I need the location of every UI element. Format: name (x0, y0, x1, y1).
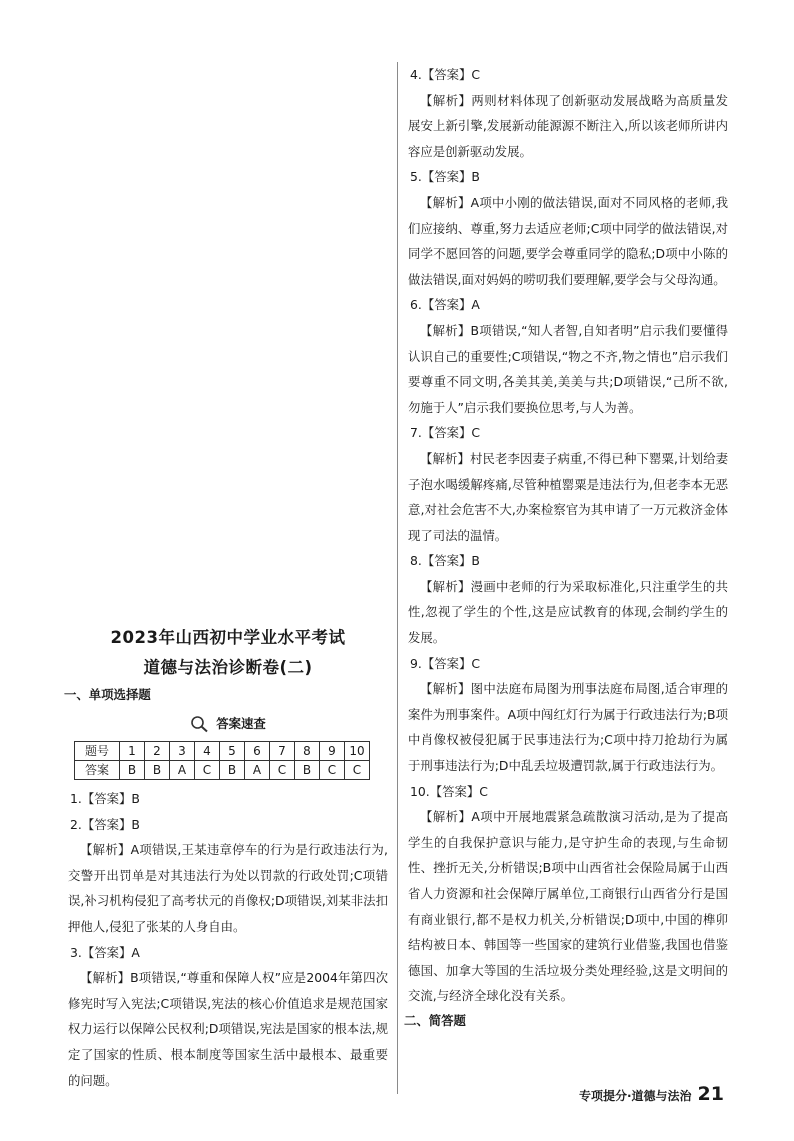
quick-check-label: 答案速查 (216, 716, 266, 732)
answer-table (74, 741, 370, 780)
question-9 (408, 651, 728, 779)
analysis-text: 【解析】A项中小刚的做法错误,面对不同风格的老师,我们应接纳、尊重,努力去适应老师;C项中同学的做法错误,对同学不愿回答的问题,要学会尊重同学的隐私;D项中小陈的做法错误,面对妈妈的唠叨我们要理解,要学会与父母沟通。 (408, 194, 728, 287)
column-divider (397, 62, 398, 1094)
table-cell-answer: B (220, 761, 245, 780)
analysis-text: 【解析】村民老李因妻子病重,不得已种下罂粟,计划给妻子泡水喝缓解疼痛,尽管种植罂粟是违法行为,但老李本无恶意,对社会危害不大,办案检察官为其申请了一万元救济金体现了司法的温情。 (408, 450, 728, 543)
footer-text: 专项提分·道德与法治 (578, 1089, 692, 1103)
table-row-numbers (75, 742, 370, 761)
question-1 (68, 786, 388, 812)
question-number: 5. (410, 169, 422, 185)
answer-line: 【答案】B (81, 791, 140, 806)
question-7 (408, 420, 728, 548)
analysis-text: 【解析】漫画中老师的行为采取标准化,只注重学生的共性,忽视了学生的个性,这是应试教育的体现,会制约学生的发展。 (408, 578, 728, 646)
question-number: 2. (70, 816, 82, 832)
table-cell-number: 9 (320, 742, 345, 761)
table-cell-answer: B (145, 761, 170, 780)
table-cell-number: 2 (145, 742, 170, 761)
question-number: 8. (410, 553, 422, 569)
page-number: 21 (697, 1083, 724, 1105)
answer-line: 【答案】A (421, 297, 480, 313)
table-cell-answer: B (295, 761, 320, 780)
table-cell-answer: C (195, 761, 220, 780)
table-cell-number: 3 (170, 742, 195, 761)
question-number: 6. (410, 297, 422, 313)
analysis-text: 【解析】A项中开展地震紧急疏散演习活动,是为了提高学生的自我保护意识与能力,是守护生命的表现,与生命韧性、挫折无关,分析错误;B项中山西省社会保险局属于山西省人力资源和社会保障厅属单位,工商银行山西省分行是国有商业银行,都不是权力机关,分析错误;D项中,中国的榫卯结构被日本、韩国等一些国家的建筑行业借鉴,我国也借鉴德国、加拿大等国的生活垃圾分类处理经验,这是文明间的交流,与经济全球化没有关系。 (408, 809, 728, 1004)
question-number: 7. (410, 425, 422, 441)
answer-line: 【答案】B (421, 553, 480, 569)
table-cell-number: 5 (220, 742, 245, 761)
question-8 (408, 548, 728, 650)
question-10 (408, 779, 728, 1009)
question-2 (68, 812, 388, 940)
table-cell-number: 1 (120, 742, 145, 761)
table-cell-answer: B (120, 761, 145, 780)
section-heading-single-choice: 一、单项选择题 (64, 687, 151, 702)
table-cell-number: 4 (195, 742, 220, 761)
answer-line: 【答案】C (421, 655, 481, 671)
table-cell-number: 7 (270, 742, 295, 761)
question-number: 3. (70, 944, 82, 960)
answer-line: 【答案】C (429, 783, 488, 799)
table-cell-answer: C (345, 761, 370, 780)
section-heading-short-answer: 二、简答题 (404, 1012, 466, 1028)
exam-title: 2023年山西初中学业水平考试 (110, 628, 346, 647)
analysis-text: 【解析】A项错误,王某违章停车的行为是行政违法行为,交警开出罚单是对其违法行为处以罚款的行政处罚;C项错误,补习机构侵犯了高考状元的肖像权;D项错误,刘某非法扣押他人,侵犯了张某的人身自由。 (68, 842, 388, 934)
table-cell-number: 10 (345, 742, 370, 761)
answer-line: 【答案】B (81, 816, 140, 832)
question-number: 4. (410, 67, 422, 82)
magnifier-icon (190, 715, 210, 733)
table-cell-answer: C (270, 761, 295, 780)
table-cell-number: 6 (245, 742, 270, 761)
table-row-answers (75, 761, 370, 780)
analysis-text: 【解析】图中法庭布局图为刑事法庭布局图,适合审理的案件为刑事案件。A项中闯红灯行为属于行政违法行为;B项中肖像权被侵犯属于民事违法行为;C项中持刀抢劫行为属于刑事违法行为;D中乱丢垃圾遭罚款,属于行政违法行为。 (408, 681, 728, 774)
question-number: 9. (410, 655, 422, 671)
table-cell-answer: C (320, 761, 345, 780)
answer-line: 【答案】C (421, 425, 481, 441)
right-column (404, 62, 728, 1033)
analysis-text: 【解析】两则材料体现了创新驱动发展战略为高质量发展安上新引擎,发展新动能源源不断注入,所以该老师所讲内容应是创新驱动发展。 (408, 92, 728, 159)
question-4 (408, 62, 728, 164)
answer-line: 【答案】C (421, 67, 481, 82)
table-cell-answer: A (245, 761, 270, 780)
table-cell-number: 8 (295, 742, 320, 761)
exam-subtitle: 道德与法治诊断卷(二) (143, 658, 313, 677)
question-3 (68, 940, 388, 1094)
question-5 (408, 164, 728, 292)
table-cell-answer: A (170, 761, 195, 780)
question-6 (408, 292, 728, 420)
page-footer (579, 1083, 724, 1105)
analysis-text: 【解析】B项错误,“知人者智,自知者明”启示我们要懂得认识自己的重要性;C项错误,“物之不齐,物之情也”启示我们要尊重不同文明,各美其美,美美与共;D项错误,“己所不欲,勿施于人”启示我们要换位思考,与人为善。 (408, 322, 728, 415)
question-number: 10. (410, 783, 430, 799)
table-header-cell: 题号 (75, 742, 120, 761)
answer-quick-check (68, 709, 388, 739)
analysis-text: 【解析】B项错误,“尊重和保障人权”应是2004年第四次修宪时写入宪法;C项错误,宪法的核心价值追求是规范国家权力运行以保障公民权利;D项错误,宪法是国家的根本法,规定了国家的性质、根本制度等国家生活中最根本、最重要的问题。 (68, 970, 388, 1088)
answer-line: 【答案】B (421, 169, 480, 185)
answer-line: 【答案】A (81, 944, 140, 960)
left-column (64, 623, 388, 1093)
table-header-cell: 答案 (75, 761, 120, 780)
question-number: 1. (70, 791, 82, 806)
